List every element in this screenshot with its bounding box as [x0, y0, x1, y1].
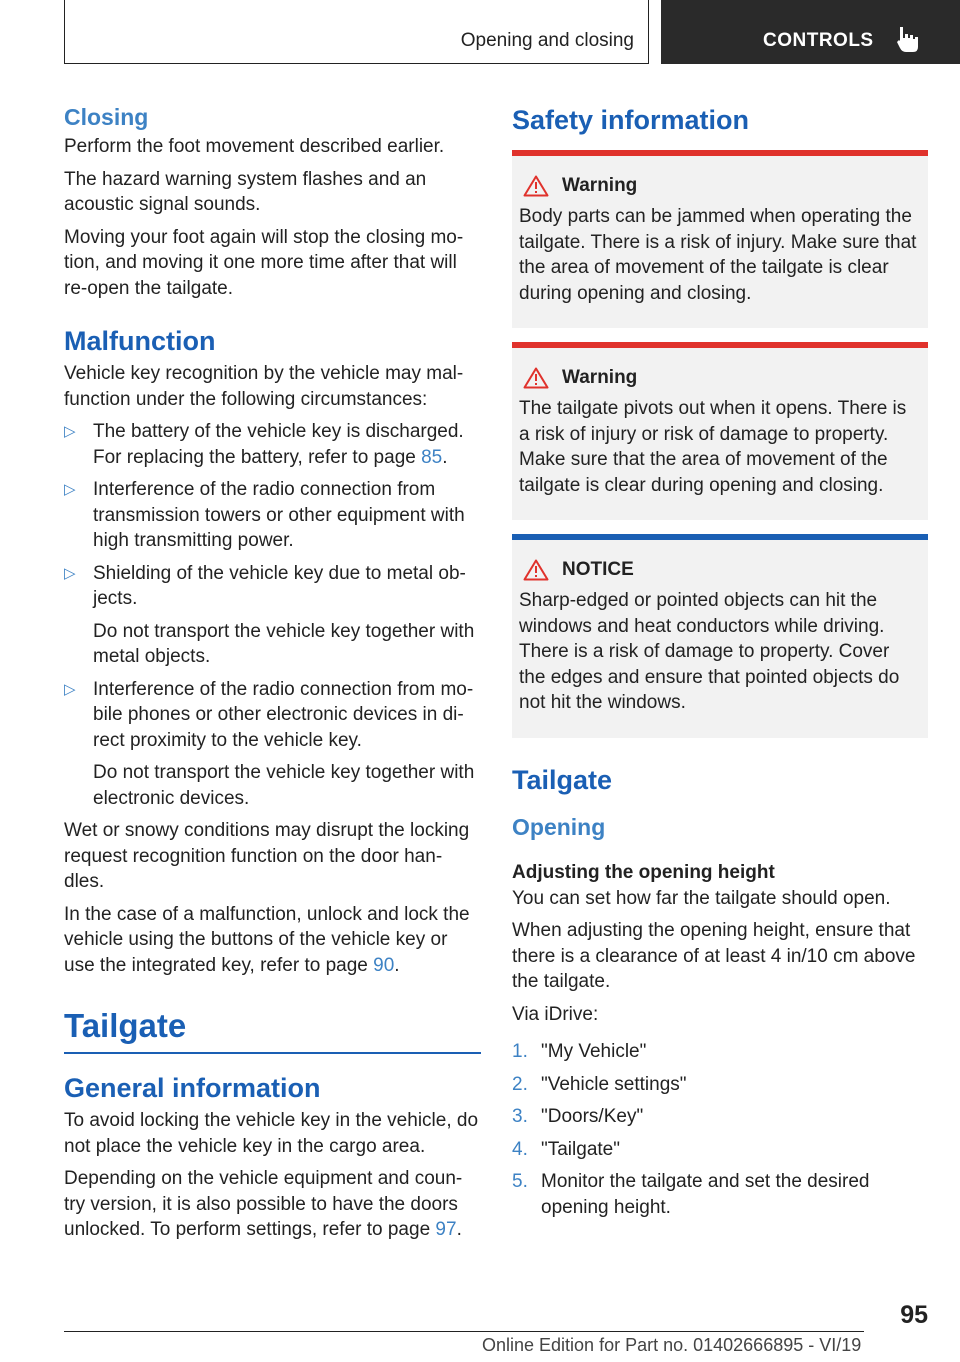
general-text: Depending on the vehicle equipment and coun-try version, it is also possible to have the doors unlocked. To perform settings, refer to page	[64, 1168, 463, 1240]
step-number: 4.	[512, 1138, 528, 1160]
notice-triangle-icon	[523, 559, 549, 581]
closing-para-1: Perform the foot movement described earlier.	[64, 136, 445, 157]
bullet-text: Interference of the radio connection from mo-bile phones or other electronic devices in di-rect proximity to the vehicle key.	[93, 678, 474, 751]
list-item	[64, 477, 481, 554]
step-number: 5.	[512, 1171, 528, 1192]
notice-text: Sharp-edged or pointed objects can hit the windows and heat conductors while driving. There is a risk of damage to property. Cover the edges and ensure that pointed objects do not hit the windows.	[519, 590, 900, 713]
opening-heading: Opening	[512, 813, 606, 840]
footer-edition: Online Edition for Part no. 01402666895 - VI/19	[482, 1335, 862, 1355]
notice-box	[512, 534, 928, 738]
bullet-text: Shielding of the vehicle key due to metal ob-jects.	[93, 562, 466, 609]
header-section-box	[64, 0, 649, 64]
header-chapter-title: CONTROLS	[763, 30, 874, 51]
warning-box-2	[512, 342, 928, 520]
left-column	[64, 100, 481, 1250]
bullet-end: .	[442, 446, 448, 468]
general-para-1: To avoid locking the vehicle key in the vehicle, do not place the vehicle key in the cargo area.	[64, 1110, 479, 1157]
list-item	[512, 1137, 928, 1163]
step-text: "Vehicle settings"	[541, 1073, 687, 1095]
warning-box-1	[512, 150, 928, 328]
triangle-bullet-icon: ▷	[64, 680, 76, 698]
bullet-text: The battery of the vehicle key is discharged. For replacing the battery, refer to page	[93, 421, 464, 468]
step-number: 1.	[512, 1041, 528, 1062]
step-number: 3.	[512, 1106, 528, 1127]
bullet-subtext: Do not transport the vehicle key together with electronic devices.	[93, 762, 475, 809]
right-column	[512, 100, 928, 1227]
safety-heading: Safety information	[512, 105, 750, 135]
page-number: 95	[900, 1301, 928, 1329]
malfunction-heading: Malfunction	[64, 326, 216, 356]
warning-text: The tailgate pivots out when it opens. There is a risk of injury or risk of damage to property. Make sure that the area of movement of the tailgate is clear during opening and closing.	[519, 398, 907, 496]
tailgate-main-heading: Tailgate	[64, 1007, 187, 1044]
step-text: Monitor the tailgate and set the desired opening height.	[541, 1171, 870, 1218]
warning-title: Warning	[562, 367, 638, 388]
closing-para-2: The hazard warning system flashes and an acoustic signal sounds.	[64, 168, 427, 215]
header-chapter-box	[661, 0, 960, 64]
adjusting-heading: Adjusting the opening height	[512, 861, 775, 883]
warning-triangle-icon	[523, 175, 549, 197]
step-text: "Doors/Key"	[541, 1106, 644, 1127]
idrive-steps	[512, 1039, 928, 1220]
pointing-hand-icon	[895, 25, 921, 53]
adjusting-para-2: When adjusting the opening height, ensure that there is a clearance of at least 4 in/10 cm above the tailgate.	[512, 920, 916, 992]
header-section-title: Opening and closing	[460, 30, 634, 51]
bullet-text: Interference of the radio connection from transmission towers or other equipment with high transmitting power.	[93, 479, 465, 551]
notice-title: NOTICE	[562, 559, 634, 580]
list-item	[512, 1039, 928, 1065]
tailgate-subheading: Tailgate	[512, 764, 613, 795]
tailgate-title-rule	[64, 1004, 481, 1054]
page-link-90[interactable]: 90	[373, 954, 395, 976]
triangle-bullet-icon: ▷	[64, 423, 76, 440]
step-text: "My Vehicle"	[541, 1041, 647, 1062]
warning-triangle-icon	[523, 367, 549, 389]
general-para-2	[64, 1166, 481, 1243]
wet-conditions-para: Wet or snowy conditions may disrupt the locking request recognition function on the door han-dles.	[64, 820, 470, 892]
case-text: In the case of a malfunction, unlock and lock the vehicle using the buttons of the vehicle key or use the integrated key, refer to page	[64, 903, 470, 976]
case-end: .	[394, 954, 400, 976]
list-item	[512, 1072, 928, 1098]
triangle-bullet-icon: ▷	[64, 481, 76, 498]
step-number: 2.	[512, 1073, 528, 1095]
list-item	[64, 677, 481, 812]
page-link-85[interactable]: 85	[421, 446, 443, 468]
step-text: "Tailgate"	[541, 1138, 620, 1160]
triangle-bullet-icon: ▷	[64, 564, 76, 582]
list-item	[512, 1169, 928, 1220]
list-item	[64, 419, 481, 470]
warning-text: Body parts can be jammed when operating the tailgate. There is a risk of injury. Make sure that the area of movement of the tailgate is clear during opening and closing.	[519, 206, 917, 304]
via-idrive: Via iDrive:	[512, 1003, 599, 1025]
adjusting-para-1: You can set how far the tailgate should open.	[512, 887, 891, 909]
footer-divider	[64, 1331, 864, 1332]
list-item	[512, 1104, 928, 1130]
malfunction-case-para	[64, 902, 481, 979]
page-link-97[interactable]: 97	[435, 1219, 457, 1240]
malfunction-intro: Vehicle key recognition by the vehicle may mal-function under the following circumstances:	[64, 363, 464, 410]
warning-title: Warning	[562, 175, 638, 196]
list-item	[64, 561, 481, 670]
bullet-subtext: Do not transport the vehicle key together with metal objects.	[93, 620, 475, 667]
malfunction-list	[64, 419, 481, 811]
general-info-heading: General information	[64, 1073, 321, 1103]
general-end: .	[456, 1219, 462, 1240]
closing-para-3: Moving your foot again will stop the closing mo-tion, and moving it one more time after that will re-open the tailgate.	[64, 226, 464, 299]
closing-heading: Closing	[64, 104, 149, 130]
